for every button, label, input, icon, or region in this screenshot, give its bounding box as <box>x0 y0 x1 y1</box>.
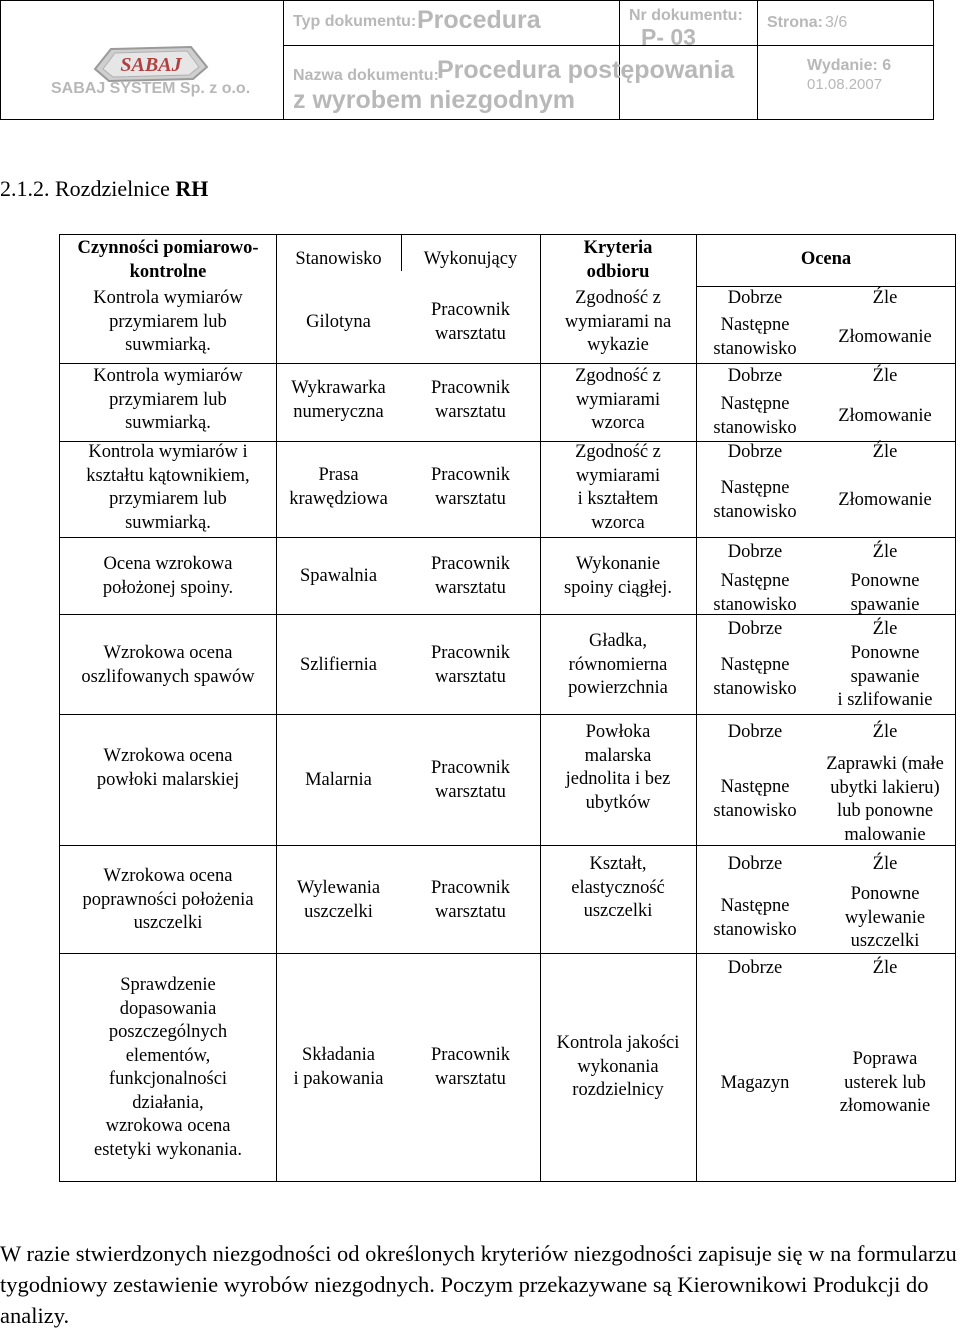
row-1-wykonujacy: Pracownik warsztatu <box>430 300 511 344</box>
row-4-dobrze: Dobrze <box>727 542 783 562</box>
header-company-cell <box>1 1 284 119</box>
header-docno-cell <box>619 1 758 119</box>
row-8-czynnosc: Sprawdzenie dopasowania poszczególnych elementów, funkcjonalności działania, wzrokowa ocena estetyki wykonania. <box>94 975 242 1160</box>
row-5-wykonujacy: Pracownik warsztatu <box>430 643 511 687</box>
section-title <box>0 176 208 202</box>
header-stanowisko: Stanowisko <box>295 249 382 269</box>
row-7-dobrze: Dobrze <box>727 854 783 874</box>
row-5-dobrze: Dobrze <box>727 619 783 639</box>
row-4-czynnosc: Ocena wzrokowa położonej spoiny. <box>102 554 234 598</box>
row-1-kryteria: Zgodność z wymiarami na wykazie <box>564 288 672 355</box>
company-name: SABAJ SYSTEM Sp. z o.o. <box>51 80 251 97</box>
section-number: 2.1.2. Rozdzielnice <box>0 176 170 201</box>
doc-name-label: Nazwa dokumentu: <box>293 67 439 84</box>
row-1-zle-akcja: Złomowanie <box>838 327 932 347</box>
row-4-nastepne: Następne stanowisko <box>713 571 797 615</box>
page-value: 3/6 <box>825 14 848 31</box>
row-1-stanowisko: Gilotyna <box>306 312 371 332</box>
row-8-wykonujacy: Pracownik warsztatu <box>430 1045 511 1089</box>
row-divider <box>60 363 956 364</box>
doc-no-label: Nr dokumentu: <box>629 7 743 24</box>
row-5-czynnosc: Wzrokowa ocena oszlifowanych spawów <box>81 643 255 687</box>
row-6-wykonujacy: Pracownik warsztatu <box>430 758 511 802</box>
row-7-czynnosc: Wzrokowa ocena poprawności położenia uszczelki <box>82 866 254 933</box>
row-2-zle-akcja: Złomowanie <box>838 406 932 426</box>
row-7-wykonujacy: Pracownik warsztatu <box>430 878 511 922</box>
row-3-zle: Źle <box>872 442 898 462</box>
page-label: Strona: <box>767 14 823 31</box>
header-wykonujacy: Wykonujący <box>423 249 518 269</box>
row-3-nastepne: Następne stanowisko <box>713 478 797 522</box>
doc-name-line1: Procedura postępowania <box>437 56 735 84</box>
row-8-stanowisko: Składania i pakowania <box>293 1045 384 1089</box>
row-2-stanowisko: Wykrawarka numeryczna <box>291 378 386 422</box>
row-2-dobrze: Dobrze <box>727 366 783 386</box>
row-6-kryteria: Powłoka malarska jednolita i bez ubytków <box>565 722 671 813</box>
header-ocena: Ocena <box>800 249 852 269</box>
row-2-wykonujacy: Pracownik warsztatu <box>430 378 511 422</box>
row-1-czynnosc: Kontrola wymiarów przymiarem lub suwmiarką. <box>93 288 243 355</box>
row-7-kryteria: Kształt, elastyczność uszczelki <box>571 854 665 921</box>
row-5-nastepne: Następne stanowisko <box>713 655 797 699</box>
row-8-zle: Źle <box>872 958 898 978</box>
row-8-dobrze: Dobrze <box>727 958 783 978</box>
row-4-zle: Źle <box>872 542 898 562</box>
row-2-nastepne: Następne stanowisko <box>713 394 797 438</box>
header-kryteria: Kryteria odbioru <box>583 238 653 282</box>
row-7-zle: Źle <box>872 854 898 874</box>
row-6-zle-akcja: Zaprawki (małe ubytki lakieru) lub ponowne malowanie <box>826 754 944 845</box>
row-6-nastepne: Następne stanowisko <box>713 777 797 821</box>
row-3-czynnosc: Kontrola wymiarów i kształtu kątownikiem, przymiarem lub suwmiarką. <box>86 442 250 533</box>
row-2-kryteria: Zgodność z wymiarami wzorca <box>575 366 661 433</box>
row-3-stanowisko: Prasa krawędziowa <box>289 465 388 509</box>
row-3-wykonujacy: Pracownik warsztatu <box>430 465 511 509</box>
row-5-stanowisko: Szlifiernia <box>299 655 378 675</box>
row-1-dobrze: Dobrze <box>727 288 783 308</box>
row-2-czynnosc: Kontrola wymiarów przymiarem lub suwmiarką. <box>93 366 243 433</box>
doc-type-label: Typ dokumentu: <box>293 13 417 30</box>
row-1-zle: Źle <box>872 288 898 308</box>
row-3-zle-akcja: Złomowanie <box>838 490 932 510</box>
row-1-nastepne: Następne stanowisko <box>713 315 797 359</box>
edition-date: 01.08.2007 <box>807 76 883 93</box>
row-4-stanowisko: Spawalnia <box>299 566 378 586</box>
inspection-table <box>59 234 956 1182</box>
row-divider <box>60 537 956 538</box>
row-3-kryteria: Zgodność z wymiarami i kształtem wzorca <box>575 442 661 533</box>
footer-paragraph: W razie stwierdzonych niezgodności od określonych kryteriów niezgodności zapisuje się w na formularzu tygodniowy zestawienie wyrobów niezgodnych. Poczym przekazywane są Kierownikowi Produkcji do analizy. <box>0 1241 957 1328</box>
document-header <box>0 0 934 120</box>
row-5-zle-akcja: Ponowne spawanie i szlifowanie <box>837 643 933 710</box>
header-divider <box>283 45 933 46</box>
row-7-nastepne: Następne stanowisko <box>713 896 797 940</box>
edition: Wydanie: 6 <box>807 57 892 74</box>
doc-type-value: Procedura <box>417 6 541 34</box>
doc-no-value: P- 03 <box>641 24 696 50</box>
section-title-bold: RH <box>175 176 209 201</box>
row-7-zle-akcja: Ponowne wylewanie uszczelki <box>844 884 926 951</box>
row-divider <box>60 714 956 715</box>
row-5-kryteria: Gładka, równomierna powierzchnia <box>568 631 668 698</box>
header-czynnosci: Czynności pomiarowo- kontrolne <box>77 238 259 282</box>
row-8-kryteria: Kontrola jakości wykonania rozdzielnicy <box>556 1033 680 1100</box>
row-6-dobrze: Dobrze <box>727 722 783 742</box>
row-6-stanowisko: Malarnia <box>305 770 372 790</box>
row-4-zle-akcja: Ponowne spawanie <box>850 571 920 615</box>
row-8-zle-akcja: Poprawa usterek lub złomowanie <box>839 1049 931 1116</box>
row-6-zle: Źle <box>872 722 898 742</box>
row-4-kryteria: Wykonanie spoiny ciągłej. <box>564 554 672 598</box>
header-page-cell <box>757 1 933 119</box>
doc-name-line2: z wyrobem niezgodnym <box>293 86 575 114</box>
row-4-wykonujacy: Pracownik warsztatu <box>430 554 511 598</box>
row-8-nastepne: Magazyn <box>720 1073 790 1093</box>
row-6-czynnosc: Wzrokowa ocena powłoki malarskiej <box>96 746 240 790</box>
logo-text: SABAJ <box>120 54 182 76</box>
row-2-zle: Źle <box>872 366 898 386</box>
row-3-dobrze: Dobrze <box>727 442 783 462</box>
row-7-stanowisko: Wylewania uszczelki <box>296 878 381 922</box>
row-5-zle: Źle <box>872 619 898 639</box>
